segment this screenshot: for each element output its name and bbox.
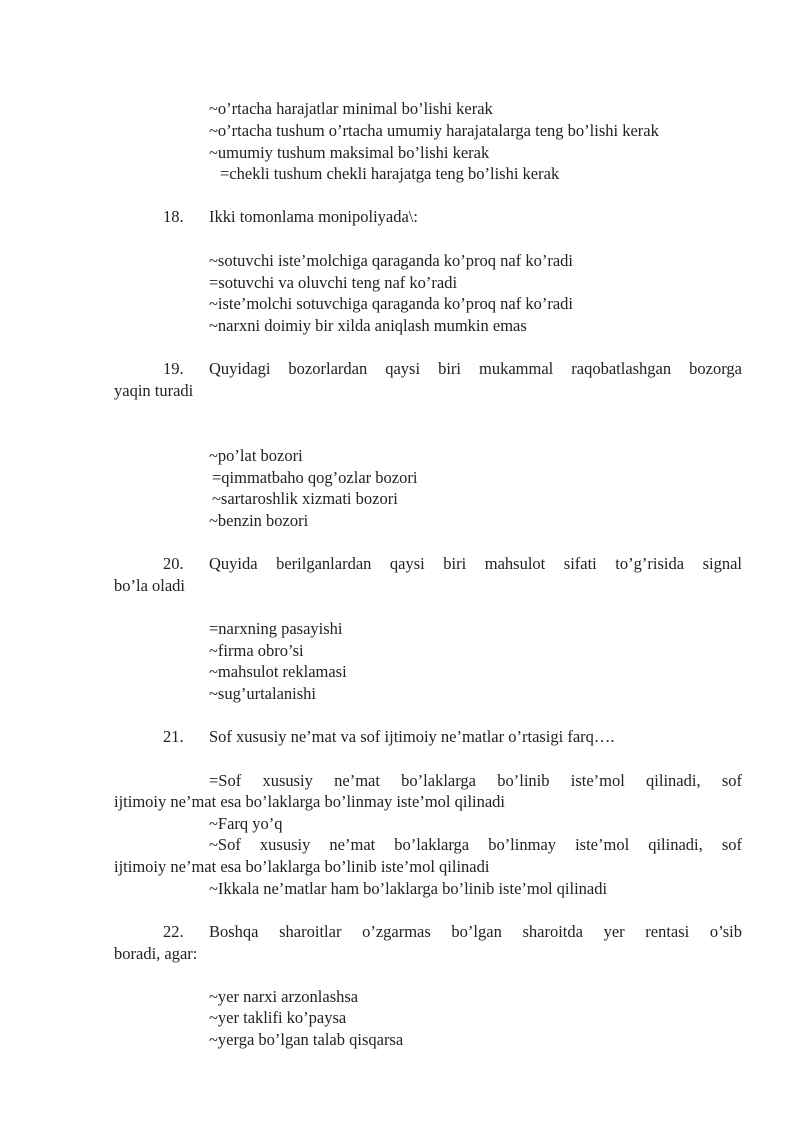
answer-option-correct: =Sof xususiy ne’mat bo’laklarga bo’linib iste’mol qilinadi, sof (209, 771, 742, 790)
question-number: 19. (163, 359, 184, 378)
answer-option: ~yer taklifi ko’paysa (209, 1008, 347, 1027)
answer-option-continued: ijtimoiy ne’mat esa bo’laklarga bo’linib iste’mol qilinadi (114, 857, 490, 876)
answer-option-correct: =qimmatbaho qog’ozlar bozori (212, 468, 418, 487)
answer-option-correct: =chekli tushum chekli harajatga teng bo’lishi kerak (220, 164, 560, 183)
answer-option: ~sotuvchi iste’molchiga qaraganda ko’proq naf ko’radi (209, 251, 574, 270)
question-text: Sof xususiy ne’mat va sof ijtimoiy ne’matlar o’rtasigi farq…. (209, 727, 615, 746)
answer-option: ~yer narxi arzonlashsa (209, 987, 359, 1006)
answer-option: ~sartaroshlik xizmati bozori (212, 489, 398, 508)
answer-option: ~Farq yo’q (209, 814, 283, 833)
question-text: Quyidagi bozorlardan qaysi biri mukammal raqobatlashgan bozorga (209, 359, 742, 378)
question-text: Ikki tomonlama monipoliyada\: (209, 207, 418, 226)
answer-option-correct: =narxning pasayishi (209, 619, 343, 638)
question-number: 20. (163, 554, 184, 573)
answer-option: ~benzin bozori (209, 511, 309, 530)
question-number: 18. (163, 207, 184, 226)
answer-option: ~o’rtacha tushum o’rtacha umumiy harajatalarga teng bo’lishi kerak (209, 121, 659, 140)
answer-option: ~sug’urtalanishi (209, 684, 316, 703)
answer-option: ~Sof xususiy ne’mat bo’laklarga bo’linmay iste’mol qilinadi, sof (209, 835, 742, 854)
question-text-continued: yaqin turadi (114, 381, 194, 400)
question-text: Boshqa sharoitlar o’zgarmas bo’lgan sharoitda yer rentasi o’sib (209, 922, 742, 941)
question-text-continued: bo’la oladi (114, 576, 186, 595)
answer-option: ~mahsulot reklamasi (209, 662, 347, 681)
answer-option: ~iste’molchi sotuvchiga qaraganda ko’proq naf ko’radi (209, 294, 574, 313)
question-number: 22. (163, 922, 184, 941)
answer-option: ~o’rtacha harajatlar minimal bo’lishi kerak (209, 99, 493, 118)
question-number: 21. (163, 727, 184, 746)
answer-option: ~po’lat bozori (209, 446, 303, 465)
answer-option-correct: =sotuvchi va oluvchi teng naf ko’radi (209, 273, 458, 292)
question-text-continued: boradi, agar: (114, 944, 198, 963)
question-text: Quyida berilganlardan qaysi biri mahsulot sifati to’g’risida signal (209, 554, 742, 573)
answer-option: ~umumiy tushum maksimal bo’lishi kerak (209, 143, 490, 162)
answer-option: ~firma obro’si (209, 641, 304, 660)
answer-option: ~narxni doimiy bir xilda aniqlash mumkin emas (209, 316, 527, 335)
answer-option: ~yerga bo’lgan talab qisqarsa (209, 1030, 404, 1049)
answer-option-continued: ijtimoiy ne’mat esa bo’laklarga bo’linmay iste’mol qilinadi (114, 792, 506, 811)
answer-option: ~Ikkala ne’matlar ham bo’laklarga bo’linib iste’mol qilinadi (209, 879, 608, 898)
